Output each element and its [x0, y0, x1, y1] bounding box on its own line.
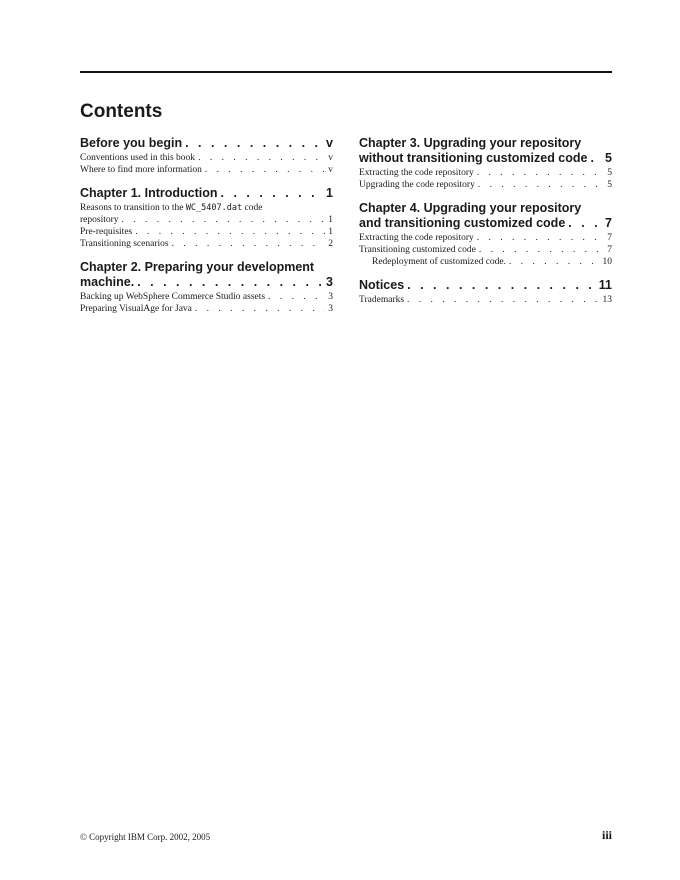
toc-chapter-heading[interactable]	[359, 136, 612, 166]
toc-chapter-title-cont: without transitioning customized code	[359, 151, 588, 165]
toc-page-number: v	[328, 165, 333, 175]
toc-entry-title: Upgrading the code repository	[359, 180, 475, 190]
toc-section-notices	[359, 278, 612, 306]
dot-leader	[268, 291, 325, 303]
toc-entry-line2[interactable]	[80, 214, 333, 226]
toc-entry[interactable]	[359, 294, 612, 306]
dot-leader	[407, 294, 599, 306]
toc-page-number: 1	[326, 186, 333, 200]
toc-page-number: 3	[328, 292, 333, 302]
toc-entry[interactable]	[80, 238, 333, 250]
dot-leader	[205, 164, 325, 176]
toc-entry-text: code	[242, 203, 263, 213]
toc-page-number: 3	[328, 304, 333, 314]
toc-entry[interactable]	[80, 291, 333, 303]
toc-page-number: 13	[602, 295, 612, 305]
toc-entry[interactable]	[80, 152, 333, 164]
toc-section-chapter-2	[80, 260, 333, 315]
toc-page-number: 7	[605, 216, 612, 230]
toc-chapter-title: Chapter 3. Upgrading your repository	[359, 136, 582, 150]
toc-page-number: 5	[605, 151, 612, 165]
toc-section-chapter-1	[80, 186, 333, 250]
dot-leader	[135, 226, 325, 238]
dot-leader	[590, 151, 602, 166]
dot-leader	[509, 256, 599, 268]
toc-entry-title: Extracting the code repository	[359, 168, 474, 178]
toc-chapter-title: Chapter 1. Introduction	[80, 186, 218, 200]
toc-right-column	[359, 136, 612, 316]
dot-leader	[122, 214, 326, 226]
toc-entry-title: Pre-requisites	[80, 227, 133, 237]
toc-chapter-title: Chapter 2. Preparing your development	[80, 260, 315, 274]
toc-page-number: 11	[598, 278, 612, 292]
toc-page-number: 7	[607, 233, 612, 243]
dot-leader	[185, 136, 323, 151]
dot-leader	[137, 275, 323, 290]
dot-leader	[172, 238, 326, 250]
toc-entry[interactable]	[359, 232, 612, 244]
toc-entry[interactable]	[359, 244, 612, 256]
top-rule	[80, 71, 612, 73]
toc-page-number: 3	[326, 275, 333, 289]
toc-entry-title: Trademarks	[359, 295, 405, 305]
toc-entry[interactable]	[80, 226, 333, 238]
toc-page-number: 1	[328, 215, 333, 225]
toc-entry-title: Transitioning customized code	[359, 245, 476, 255]
toc-page-number: 2	[328, 239, 333, 249]
page-title: Contents	[80, 101, 163, 122]
toc-chapter-title: Notices	[359, 278, 405, 292]
toc-entry-title: Conventions used in this book	[80, 153, 196, 163]
toc-entry[interactable]	[359, 179, 612, 191]
toc-section-before-you-begin	[80, 136, 333, 176]
toc-chapter-heading[interactable]	[359, 201, 612, 231]
toc-page-number: 7	[607, 245, 612, 255]
toc-page-number: 5	[607, 168, 612, 178]
toc-chapter-title: Before you begin	[80, 136, 183, 150]
toc-entry-title	[80, 202, 262, 214]
dot-leader	[479, 244, 604, 256]
toc-left-column	[80, 136, 333, 325]
dot-leader	[477, 232, 604, 244]
toc-entry[interactable]	[80, 303, 333, 315]
toc-chapter-title-cont: machine.	[80, 275, 135, 289]
dot-leader	[221, 186, 324, 201]
toc-section-chapter-4	[359, 201, 612, 268]
toc-page-number: v	[328, 153, 333, 163]
code-filename: WC_5407.dat	[185, 203, 243, 213]
toc-entry[interactable]	[80, 164, 333, 176]
toc-entry-title: Preparing VisualAge for Java	[80, 304, 192, 314]
copyright-notice: © Copyright IBM Corp. 2002, 2005	[80, 832, 211, 842]
toc-page-number: v	[326, 136, 333, 150]
dot-leader	[407, 278, 596, 293]
toc-entry-title: Redeployment of customized code.	[372, 257, 507, 267]
toc-section-chapter-3	[359, 136, 612, 191]
toc-entry-text: Reasons to transition to the	[80, 203, 186, 213]
toc-chapter-heading[interactable]	[80, 136, 333, 151]
toc-chapter-heading[interactable]	[359, 278, 612, 293]
toc-entry-title: Where to find more information	[80, 165, 202, 175]
toc-entry-line1[interactable]	[80, 202, 333, 214]
toc-chapter-title: Chapter 4. Upgrading your repository	[359, 201, 582, 215]
dot-leader	[568, 216, 602, 231]
toc-entry-title: Backing up WebSphere Commerce Studio assets	[80, 292, 266, 302]
toc-entry-title-cont: repository	[80, 215, 119, 225]
page-number: iii	[601, 828, 612, 842]
dot-leader	[477, 167, 604, 179]
toc-entry-title: Extracting the code repository	[359, 233, 474, 243]
toc-chapter-heading[interactable]	[80, 186, 333, 201]
dot-leader	[198, 152, 325, 164]
toc-page-number: 5	[607, 180, 612, 190]
dot-leader	[195, 303, 325, 315]
toc-entry[interactable]	[359, 167, 612, 179]
toc-page-number: 10	[602, 257, 612, 267]
dot-leader	[478, 179, 604, 191]
toc-subentry[interactable]	[359, 256, 612, 268]
toc-entry-title: Transitioning scenarios	[80, 239, 169, 249]
toc-chapter-title-cont: and transitioning customized code	[359, 216, 566, 230]
toc-chapter-heading[interactable]	[80, 260, 333, 290]
toc-page-number: 1	[328, 227, 333, 237]
